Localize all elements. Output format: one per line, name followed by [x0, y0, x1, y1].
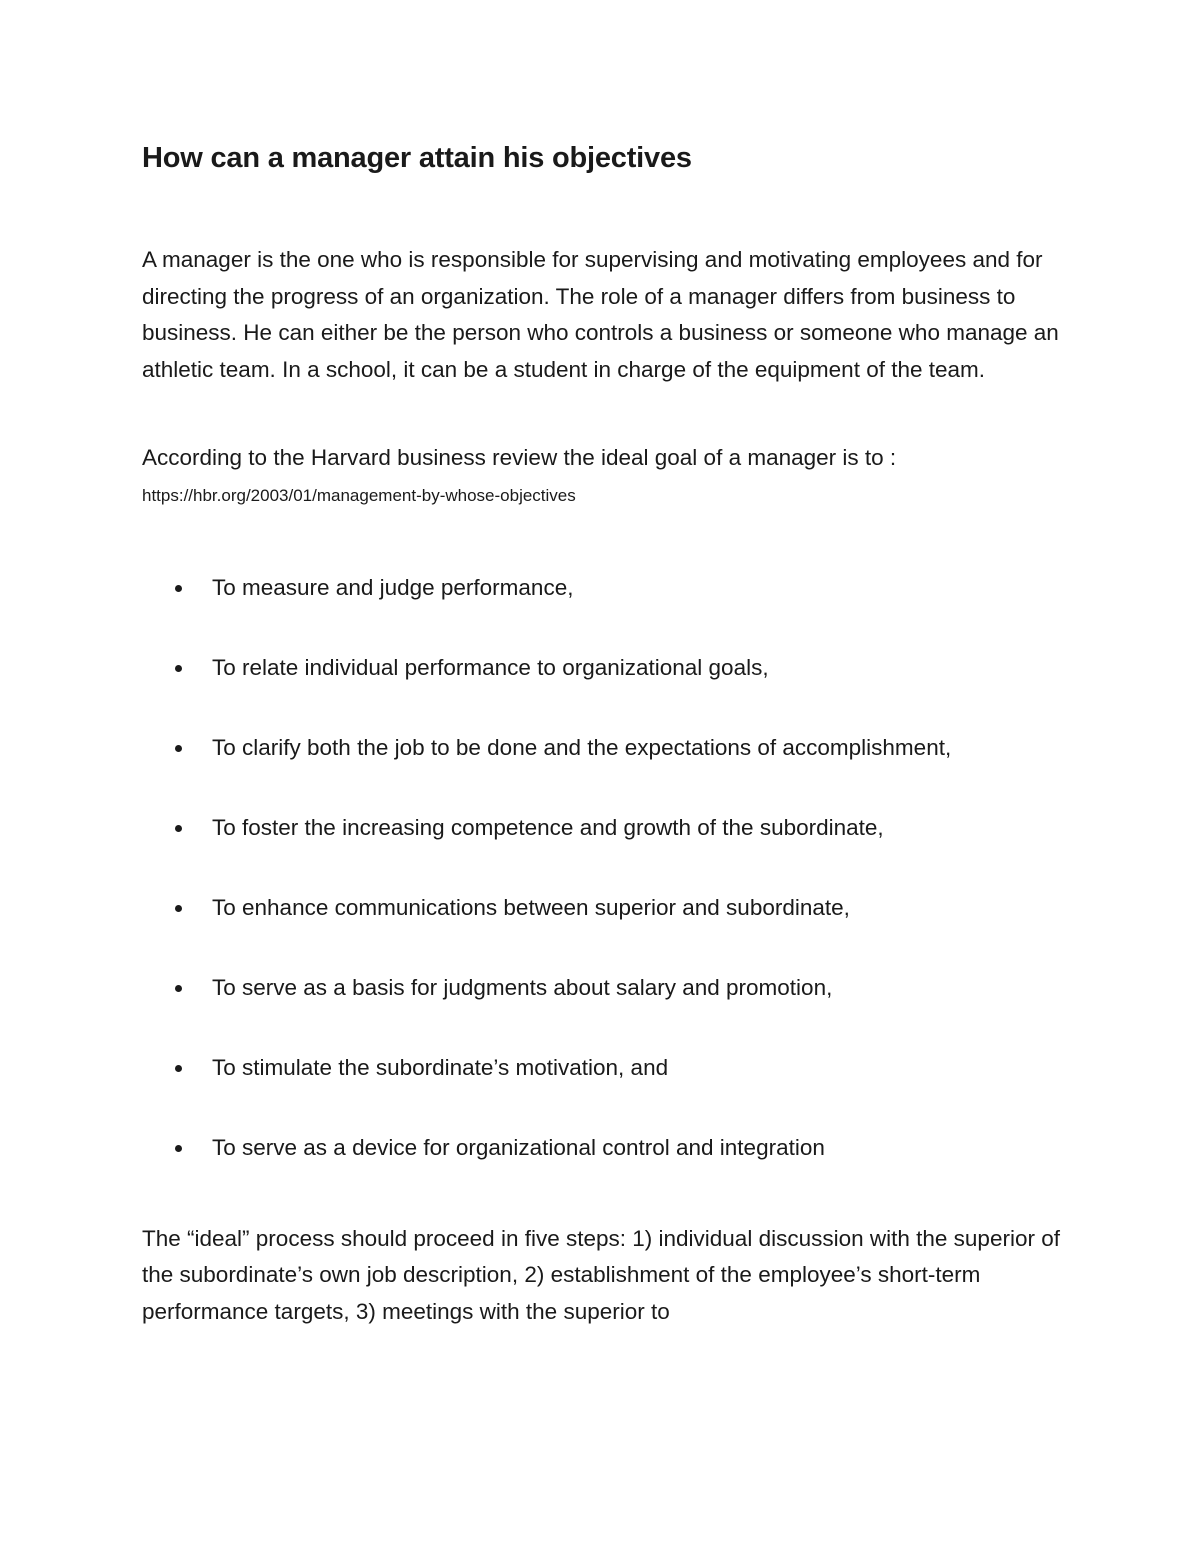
goal-text: To serve as a device for organizational control and integration — [212, 1134, 825, 1160]
bullet-dot-icon — [175, 985, 182, 992]
goal-text: To stimulate the subordinate’s motivation, and — [212, 1054, 669, 1080]
bullet-dot-icon — [175, 1065, 182, 1072]
bullet-dot-icon — [175, 745, 182, 752]
goal-text: To clarify both the job to be done and the expectations of accomplishment, — [212, 734, 952, 760]
reference-link[interactable]: https://hbr.org/2003/01/management-by-whose-objectives — [142, 485, 576, 505]
bullet-dot-icon — [175, 585, 182, 592]
goal-item — [142, 1053, 1062, 1133]
bullet-dot-icon — [175, 1145, 182, 1152]
goal-item — [142, 733, 1062, 813]
bullet-dot-icon — [175, 665, 182, 672]
goal-item — [142, 813, 1062, 893]
goal-item — [142, 973, 1062, 1053]
goal-item — [142, 653, 1062, 733]
goal-text: To foster the increasing competence and growth of the subordinate, — [212, 814, 884, 840]
bullet-dot-icon — [175, 825, 182, 832]
closing-paragraph: The “ideal” process should proceed in five steps: 1) individual discussion with the superior of the subordinate’s own job description, 2) establishment of the employee’s short-term performance targets, 3) meetings with the superior to — [142, 1225, 1060, 1324]
intro-paragraph: A manager is the one who is responsible for supervising and motivating employees and for directing the progress of an organization. The role of a manager differs from business to business. He can either be the person who controls a business or someone who manage an athletic team. In a school, it can be a student in charge of the equipment of the team. — [142, 247, 1059, 382]
goal-item — [142, 1133, 1062, 1169]
goal-item — [142, 573, 1062, 653]
bullet-dot-icon — [175, 905, 182, 912]
document-title: How can a manager attain his objectives — [142, 142, 692, 174]
goals-list — [142, 573, 1062, 1169]
goal-text: To serve as a basis for judgments about salary and promotion, — [212, 974, 833, 1000]
document-page — [142, 140, 1062, 1330]
goal-text: To measure and judge performance, — [212, 574, 574, 600]
goal-item — [142, 893, 1062, 973]
goal-text: To enhance communications between superior and subordinate, — [212, 894, 850, 920]
goal-text: To relate individual performance to organizational goals, — [212, 654, 769, 680]
lead-sentence: According to the Harvard business review the ideal goal of a manager is to : — [142, 445, 897, 470]
